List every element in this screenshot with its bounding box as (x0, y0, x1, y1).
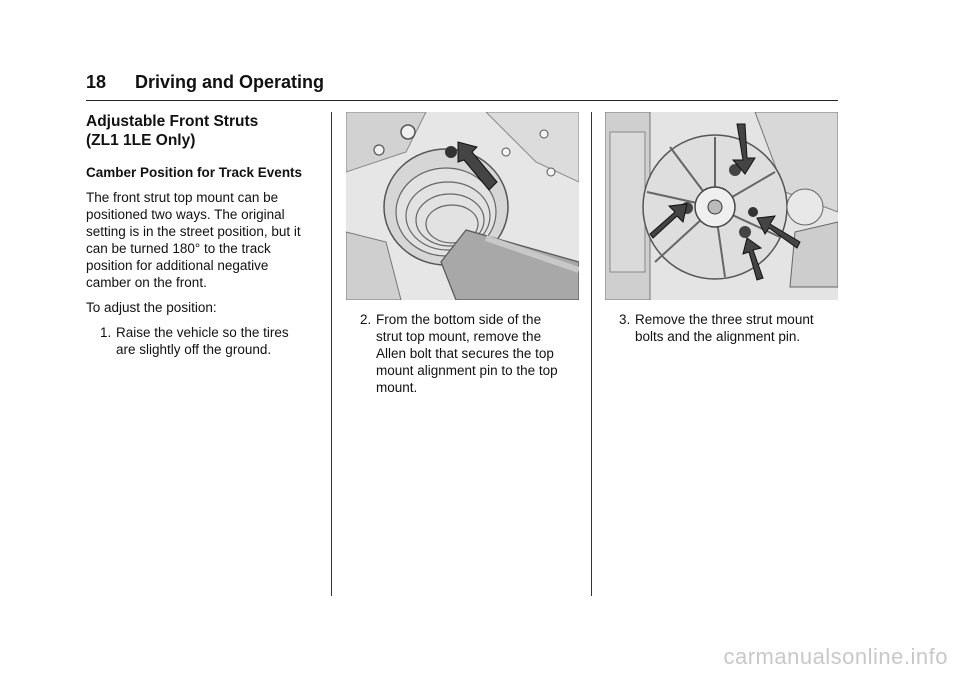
left-column (86, 112, 326, 358)
page-header (86, 70, 838, 101)
step-text-line: mount. (376, 380, 418, 395)
intro-line: camber on the front. (86, 275, 207, 290)
watermark: carmanualsonline.info (723, 644, 948, 669)
section-title: Driving and Operating (135, 72, 325, 92)
step-3 (605, 311, 840, 345)
step-text-line: are slightly off the ground. (116, 342, 272, 357)
step-number: 3. (619, 312, 631, 327)
intro-line: position for additional negative (86, 258, 269, 273)
step-text-line: strut top mount, remove the (376, 329, 542, 344)
step-text-line: bolts and the alignment pin. (635, 329, 801, 344)
step-2 (346, 311, 581, 396)
step-text-line: Remove the three strut mount (635, 312, 814, 327)
intro-line: can be turned 180° to the track (86, 241, 271, 256)
step-text-line: From the bottom side of the (376, 312, 542, 327)
article-title (86, 112, 326, 150)
middle-column (346, 311, 581, 396)
step-1 (86, 324, 326, 358)
intro-line: positioned two ways. The original (86, 207, 285, 222)
step-text-line: Raise the vehicle so the tires (116, 325, 289, 340)
intro-paragraph (86, 189, 326, 291)
strut-mount-bolts-figure (605, 112, 838, 300)
procedure-intro: To adjust the position: (86, 300, 217, 315)
strut-underside-illustration (346, 112, 579, 300)
article-title-line-2: (ZL1 1LE Only) (86, 132, 196, 149)
step-text-line: mount alignment pin to the top (376, 363, 558, 378)
step-text-line: Allen bolt that secures the top (376, 346, 554, 361)
column-divider-2 (591, 112, 592, 596)
intro-line: setting is in the street position, but it (86, 224, 301, 239)
right-column (605, 311, 840, 345)
step-number: 1. (100, 325, 112, 340)
intro-line: The front strut top mount can be (86, 190, 279, 205)
article-title-line-1: Adjustable Front Struts (86, 113, 259, 130)
page-number: 18 (86, 72, 107, 92)
strut-mount-illustration (605, 112, 838, 300)
subheading: Camber Position for Track Events (86, 165, 303, 180)
column-divider-1 (331, 112, 332, 596)
step-number: 2. (360, 312, 372, 327)
strut-underside-figure (346, 112, 579, 300)
